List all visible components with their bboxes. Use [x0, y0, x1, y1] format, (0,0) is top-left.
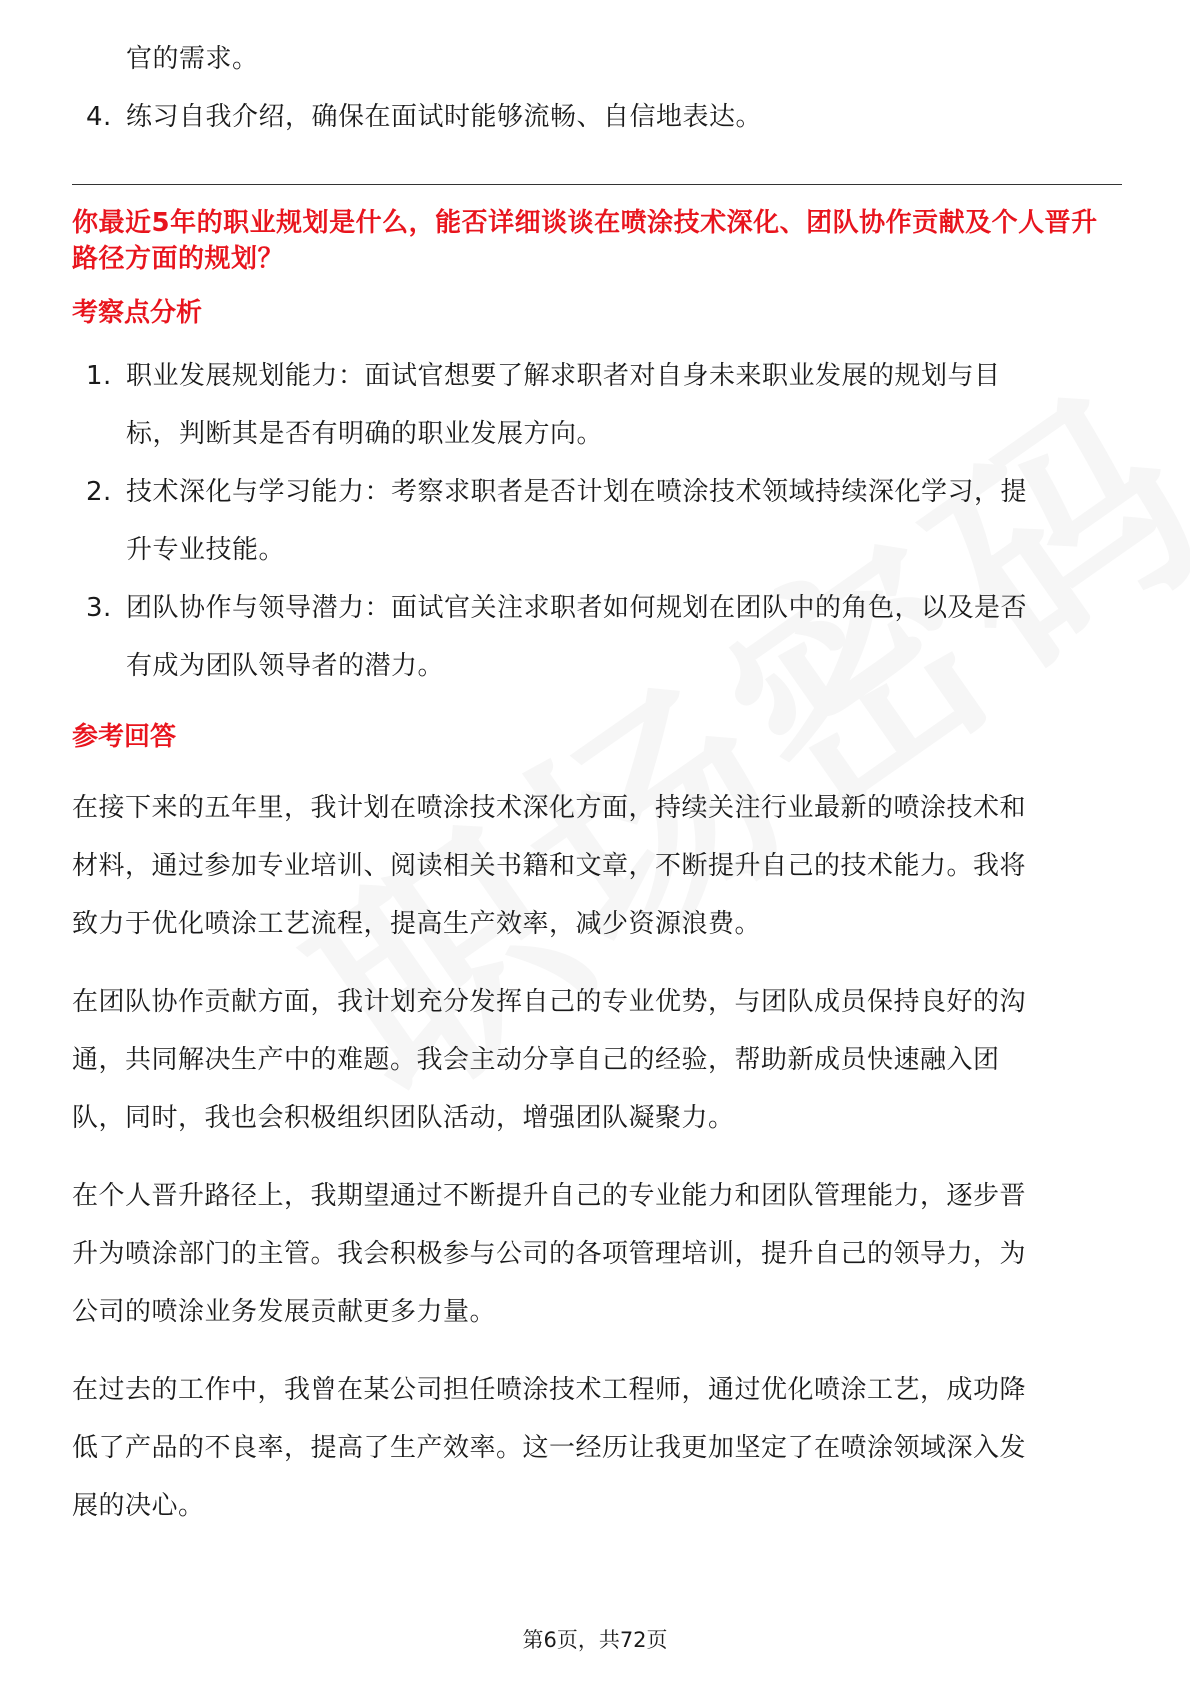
reference-heading: 参考回答	[72, 722, 177, 752]
paragraph-line: 致力于优化喷涂工艺流程，提高生产效率，减少资源浪费。	[72, 909, 762, 939]
list-item	[72, 88, 1122, 146]
paragraph-line: 材料，通过参加专业培训、阅读相关书籍和文章，不断提升自己的技术能力。我将	[72, 851, 1027, 881]
paragraph-line: 在过去的工作中，我曾在某公司担任喷涂技术工程师，通过优化喷涂工艺，成功降	[72, 1375, 1027, 1405]
answer-paragraph	[72, 779, 1122, 953]
list-item-line: 升专业技能。	[126, 535, 286, 565]
reference-answer	[72, 779, 1122, 1535]
paragraph-line: 展的决心。	[72, 1491, 205, 1521]
analysis-heading: 考察点分析	[72, 298, 203, 328]
list-item-line: 有成为团队领导者的潜力。	[126, 651, 445, 681]
list-item	[72, 463, 1122, 579]
answer-paragraph	[72, 1167, 1122, 1341]
list-item-line: 团队协作与领导潜力：面试官关注求职者如何规划在团队中的角色，以及是否	[126, 593, 1028, 623]
paragraph-line: 队，同时，我也会积极组织团队活动，增强团队凝聚力。	[72, 1103, 735, 1133]
paragraph-line: 在个人晋升路径上，我期望通过不断提升自己的专业能力和团队管理能力，逐步晋	[72, 1181, 1027, 1211]
answer-paragraph	[72, 1361, 1122, 1535]
list-item-line: 标，判断其是否有明确的职业发展方向。	[126, 419, 604, 449]
list-item-line: 技术深化与学习能力：考察求职者是否计划在喷涂技术领域持续深化学习，提	[126, 477, 1028, 507]
list-item	[72, 579, 1122, 695]
previous-item-continuation: 官的需求。	[126, 44, 259, 74]
paragraph-line: 在团队协作贡献方面，我计划充分发挥自己的专业优势，与团队成员保持良好的沟	[72, 987, 1027, 1017]
list-item-text: 练习自我介绍，确保在面试时能够流畅、自信地表达。	[126, 102, 763, 132]
list-item-line: 职业发展规划能力：面试官想要了解求职者对自身未来职业发展的规划与目	[126, 361, 1001, 391]
answer-paragraph	[72, 973, 1122, 1147]
list-item-number: 4.	[86, 102, 112, 132]
paragraph-line: 通，共同解决生产中的难题。我会主动分享自己的经验，帮助新成员快速融入团	[72, 1045, 1000, 1075]
list-item	[72, 347, 1122, 463]
list-item-number: 2.	[86, 477, 112, 507]
question-heading: 你最近5年的职业规划是什么，能否详细谈谈在喷涂技术深化、团队协作贡献及个人晋升路径方面的规划？	[72, 208, 1098, 274]
paragraph-line: 公司的喷涂业务发展贡献更多力量。	[72, 1297, 497, 1327]
section-divider	[72, 184, 1122, 185]
previous-list	[72, 88, 1122, 146]
list-item-number: 3.	[86, 593, 112, 623]
list-item-number: 1.	[86, 361, 112, 391]
paragraph-line: 升为喷涂部门的主管。我会积极参与公司的各项管理培训，提升自己的领导力，为	[72, 1239, 1027, 1269]
paragraph-line: 在接下来的五年里，我计划在喷涂技术深化方面，持续关注行业最新的喷涂技术和	[72, 793, 1027, 823]
paragraph-line: 低了产品的不良率，提高了生产效率。这一经历让我更加坚定了在喷涂领域深入发	[72, 1433, 1027, 1463]
page-content	[72, 30, 1122, 1555]
page-number-footer: 第6页，共72页	[522, 1628, 668, 1652]
analysis-list	[72, 347, 1122, 695]
